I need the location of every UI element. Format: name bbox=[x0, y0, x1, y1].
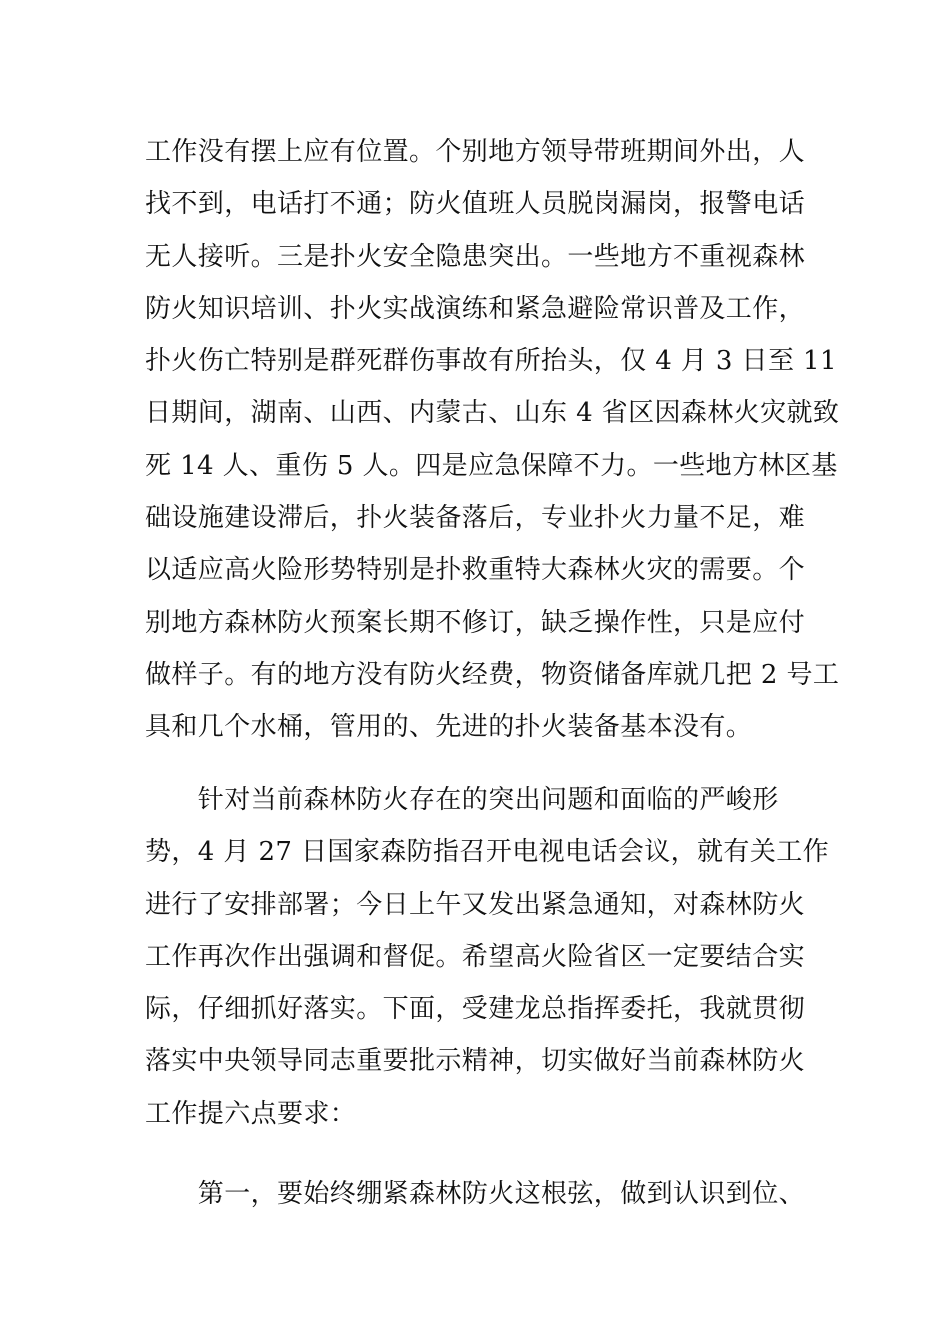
paragraph-fire-safety-problems bbox=[145, 126, 840, 754]
text-line: 针对当前森林防火存在的突出问题和面临的严峻形 bbox=[145, 785, 779, 815]
text-line: 势，4 月 27 日国家森防指召开电视电话会议，就有关工作 bbox=[145, 837, 830, 868]
text-line: 做样子。有的地方没有防火经费，物资储备库就几把 2 号工 bbox=[145, 659, 840, 690]
text-line: 落实中央领导同志重要批示精神，切实做好当前森林防火 bbox=[145, 1046, 806, 1077]
text-line: 以适应高火险形势特别是扑救重特大森林火灾的需要。个 bbox=[145, 555, 806, 586]
text-line: 日期间，湖南、山西、内蒙古、山东 4 省区因森林火灾就致 bbox=[145, 398, 840, 429]
text-line: 无人接听。三是扑火安全隐患突出。一些地方不重视森林 bbox=[145, 241, 806, 272]
text-line: 第一，要始终绷紧森林防火这根弦，做到认识到位、 bbox=[145, 1179, 806, 1209]
text-line: 际，仔细抓好落实。下面，受建龙总指挥委托，我就贯彻 bbox=[145, 994, 806, 1025]
text-line: 死 14 人、重伤 5 人。四是应急保障不力。一些地方林区基 bbox=[145, 450, 838, 481]
text-line: 工作提六点要求： bbox=[145, 1098, 357, 1129]
text-line: 进行了安排部署；今日上午又发出紧急通知，对森林防火 bbox=[145, 889, 806, 920]
text-line: 具和几个水桶，管用的、先进的扑火装备基本没有。 bbox=[145, 712, 753, 743]
text-line: 工作没有摆上应有位置。个别地方领导带班期间外出，人 bbox=[145, 137, 806, 167]
text-line: 防火知识培训、扑火实战演练和紧急避险常识普及工作， bbox=[145, 293, 806, 324]
text-line: 别地方森林防火预案长期不修订，缺乏操作性，只是应付 bbox=[145, 607, 806, 638]
text-line: 扑火伤亡特别是群死群伤事故有所抬头，仅 4 月 3 日至 11 bbox=[145, 346, 837, 377]
text-line: 工作再次作出强调和督促。希望高火险省区一定要结合实 bbox=[145, 941, 806, 972]
paragraph-first-requirement bbox=[145, 1168, 810, 1220]
text-line: 础设施建设滞后，扑火装备落后，专业扑火力量不足，难 bbox=[145, 503, 806, 534]
paragraph-meeting-arrangements bbox=[145, 774, 830, 1140]
text-line: 找不到，电话打不通；防火值班人员脱岗漏岗，报警电话 bbox=[145, 189, 806, 220]
